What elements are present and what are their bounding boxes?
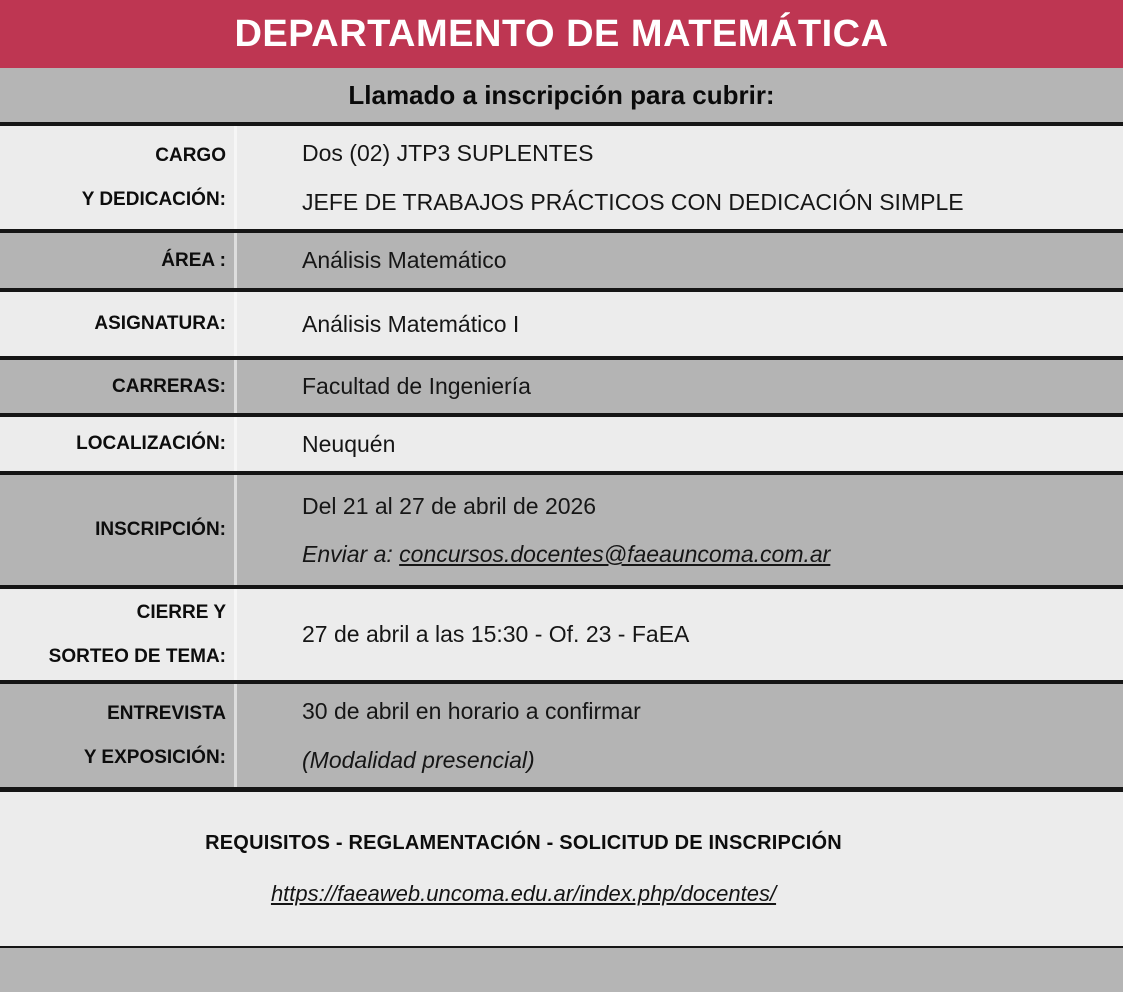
row-label-entrevista xyxy=(0,684,237,787)
row-label-cargo xyxy=(0,126,237,229)
value-line: Dos (02) JTP3 SUPLENTES xyxy=(302,140,594,167)
department-title: DEPARTAMENTO DE MATEMÁTICA xyxy=(234,12,889,55)
label-line: ASIGNATURA: xyxy=(94,313,226,335)
requirements-title: REQUISITOS - REGLAMENTACIÓN - SOLICITUD DE INSCRIPCIÓN xyxy=(205,831,842,854)
table-row-carreras xyxy=(0,360,1123,417)
table-row-entrevista-exposicion xyxy=(0,684,1123,792)
row-value-cargo xyxy=(237,126,1123,229)
label-line: CARGO xyxy=(155,144,226,166)
row-label-area xyxy=(0,233,237,288)
label-line: SORTEO DE TEMA: xyxy=(48,645,226,667)
call-subheader xyxy=(0,68,1123,126)
table-row-cargo-dedicacion xyxy=(0,126,1123,233)
row-value-inscripcion xyxy=(237,475,1123,585)
label-line: Y DEDICACIÓN: xyxy=(81,188,226,210)
row-value-asignatura xyxy=(237,292,1123,356)
row-value-localizacion xyxy=(237,417,1123,471)
value-line: Análisis Matemático I xyxy=(302,310,520,337)
row-label-cierre xyxy=(0,589,237,680)
value-line: Neuquén xyxy=(302,430,396,457)
label-line: INSCRIPCIÓN: xyxy=(95,519,226,541)
table-row-localizacion xyxy=(0,417,1123,475)
docentes-url-link[interactable]: https://faeaweb.uncoma.edu.ar/index.php/docentes/ xyxy=(270,880,777,906)
requirements-footer xyxy=(0,792,1123,948)
label-line: CARRERAS: xyxy=(112,375,226,397)
label-line: CIERRE Y xyxy=(136,601,226,623)
table-row-inscripcion xyxy=(0,475,1123,589)
table-row-cierre-sorteo xyxy=(0,589,1123,684)
label-line: ENTREVISTA xyxy=(107,702,226,724)
row-label-asignatura xyxy=(0,292,237,356)
value-line: 27 de abril a las 15:30 - Of. 23 - FaEA xyxy=(302,621,690,648)
call-subheader-title: Llamado a inscripción para cubrir: xyxy=(348,79,775,110)
row-label-localizacion xyxy=(0,417,237,471)
value-line xyxy=(302,530,1123,578)
value-line: 30 de abril en horario a confirmar xyxy=(302,698,641,725)
label-line: ÁREA : xyxy=(161,249,226,271)
email-prefix: Enviar a: xyxy=(302,541,400,567)
row-value-carreras xyxy=(237,360,1123,413)
modality-note: (Modalidad presencial) xyxy=(302,746,535,773)
row-value-cierre xyxy=(237,589,1123,680)
row-value-entrevista xyxy=(237,684,1123,787)
value-line: Del 21 al 27 de abril de 2026 xyxy=(302,492,597,519)
table-row-area xyxy=(0,233,1123,292)
row-label-carreras xyxy=(0,360,237,413)
row-label-inscripcion xyxy=(0,475,237,585)
label-line: Y EXPOSICIÓN: xyxy=(83,746,226,768)
value-line: JEFE DE TRABAJOS PRÁCTICOS CON DEDICACIÓN SIMPLE xyxy=(302,188,964,215)
row-value-area xyxy=(237,233,1123,288)
value-line: Facultad de Ingeniería xyxy=(302,373,531,400)
table-row-asignatura xyxy=(0,292,1123,360)
label-line: LOCALIZACIÓN: xyxy=(76,433,226,455)
department-banner xyxy=(0,0,1123,68)
bottom-gray-bar xyxy=(0,948,1123,992)
value-line: Análisis Matemático xyxy=(302,247,507,274)
inscription-email-link[interactable]: concursos.docentes@faeauncoma.com.ar xyxy=(399,541,831,567)
